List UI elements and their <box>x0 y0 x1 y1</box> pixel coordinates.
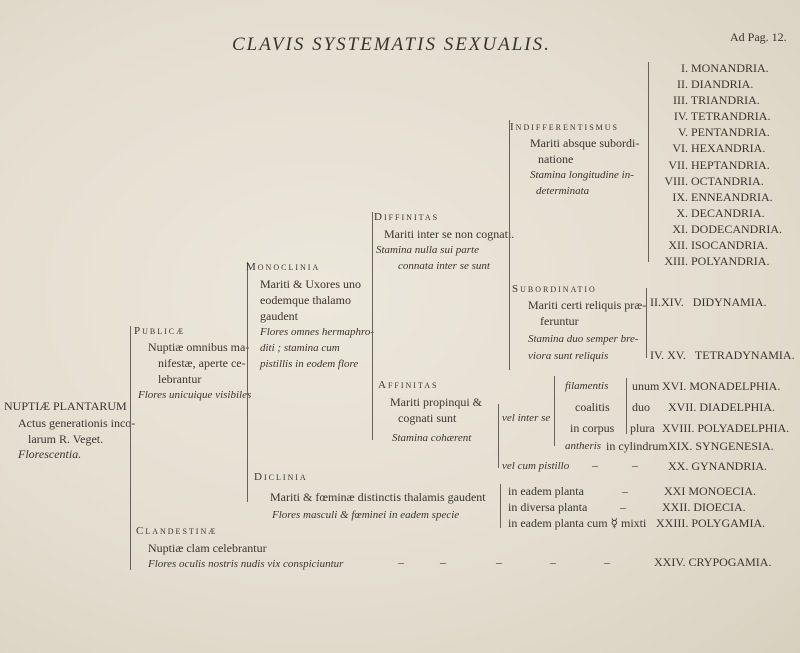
class-row: XXII. DIOECIA. <box>662 500 746 514</box>
class-row: VII. HEPTANDRIA. <box>668 157 770 172</box>
dash: – <box>398 555 404 569</box>
class-row: IV. XV. TETRADYNAMIA. <box>650 348 795 362</box>
in-cylindrum: in cylindrum <box>606 439 668 453</box>
class-row: X. DECANDRIA. <box>676 205 765 220</box>
in-corpus: in corpus <box>570 421 615 435</box>
monoclinia-line: Flores omnes hermaphro- <box>260 326 375 338</box>
diffinitas-line: Stamina nulla sui parte <box>376 244 479 256</box>
dash: – <box>604 555 610 569</box>
page-title: CLAVIS SYSTEMATIS SEXUALIS. <box>232 34 551 55</box>
filament-brace <box>554 376 555 446</box>
class-row: XXIII. POLYGAMIA. <box>656 516 766 530</box>
publicae-line: Nuptiæ omnibus ma- <box>148 340 250 354</box>
class-row: III. TRIANDRIA. <box>673 93 760 108</box>
clandestinae-heading: Clandestinæ <box>136 525 218 537</box>
class-row: IV. TETRANDRIA. <box>673 109 771 124</box>
indifferentismus-heading: Indifferentismus <box>510 121 620 133</box>
diclinia-heading: Diclinia <box>254 471 308 483</box>
class-row: VI. HEXANDRIA. <box>672 141 766 156</box>
affinitas-brace <box>498 404 499 468</box>
diffinitas-brace <box>509 120 510 370</box>
vel-inter-se: vel inter se <box>502 412 551 424</box>
root-brace <box>130 326 131 570</box>
subordinatio-line: feruntur <box>540 314 579 328</box>
monoclinia-line: gaudent <box>260 309 298 323</box>
class-row: XIX. SYNGENESIA. <box>668 439 774 453</box>
dash: – <box>632 458 638 472</box>
root-line: Florescentia. <box>18 447 82 461</box>
dash: – <box>592 458 598 472</box>
subord-brace <box>646 288 647 358</box>
monoclinia-line: Mariti & Uxores uno <box>260 277 361 291</box>
publicae-line: Flores unicuique visibiles <box>138 389 252 401</box>
monoclinia-brace <box>372 212 373 440</box>
class-row: XI. DODECANDRIA. <box>672 221 782 236</box>
clandestinae-line: Flores oculis nostris nudis vix conspiciuntur <box>148 558 344 570</box>
class-row: XVIII. POLYADELPHIA. <box>662 421 790 435</box>
antheris: antheris <box>565 440 602 452</box>
class-row: I. MONANDRIA. <box>681 61 769 75</box>
duo: duo <box>632 400 650 414</box>
class-row: XX. GYNANDRIA. <box>668 459 768 473</box>
diffinitas-line: Mariti inter se non cognati. <box>384 227 515 241</box>
class-row: II.XIV. DIDYNAMIA. <box>650 295 767 309</box>
affinitas-line: cognati sunt <box>398 411 457 425</box>
class-row: XVI. MONADELPHIA. <box>662 379 781 393</box>
coalitis: coalitis <box>575 400 610 414</box>
class-row: XII. ISOCANDRIA. <box>668 238 769 253</box>
diffinitas-line: connata inter se sunt <box>398 260 490 272</box>
classes-list <box>656 60 786 269</box>
affinitas-line: Stamina cohærent <box>392 432 472 444</box>
filamentis: filamentis <box>565 380 609 392</box>
class-row: VIII. OCTANDRIA. <box>664 173 764 188</box>
dash: – <box>620 500 626 514</box>
number-brace <box>626 378 627 434</box>
subordinatio-line: viora sunt reliquis <box>528 350 609 362</box>
publicae-line: nifestæ, aperte ce- <box>158 356 246 370</box>
publicae-line: lebrantur <box>158 372 202 386</box>
monoclinia-line: eodemque thalamo <box>260 293 351 307</box>
diclinia-detail-brace <box>500 484 501 528</box>
class-row: XVII. DIADELPHIA. <box>668 400 775 414</box>
indifferentismus-line: Mariti absque subordi- <box>530 136 640 150</box>
clandestinae-line: Nuptiæ clam celebrantur <box>148 541 267 555</box>
monoclinia-line: pistillis in eodem flore <box>260 358 359 370</box>
affinitas-line: Mariti propinqui & <box>390 395 482 409</box>
root-heading: NUPTIÆ PLANTARUM <box>4 399 127 413</box>
class-row: V. PENTANDRIA. <box>677 125 770 140</box>
diclinia-detail-line: in eadem planta <box>508 484 584 498</box>
diclinia-detail-line: in diversa planta <box>508 500 588 514</box>
indiff-classes-brace <box>648 62 649 262</box>
vel-cum-pistillo: vel cum pistillo <box>502 460 570 472</box>
subordinatio-heading: Subordinatio <box>512 283 597 295</box>
dash: – <box>622 484 628 498</box>
class-row: XXIV. CRYPOGAMIA. <box>654 555 772 569</box>
root-line: Actus generationis inco- <box>18 416 136 430</box>
affinitas-heading: Affinitas <box>378 379 439 391</box>
subordinatio-line: Mariti certi reliquis præ- <box>528 298 647 312</box>
diffinitas-heading: Diffinitas <box>374 211 440 223</box>
diclinia-line: Flores masculi & fœminei in eadem specie <box>272 509 460 521</box>
indifferentismus-line: Stamina longitudine in- <box>530 169 634 181</box>
class-row: XXI MONOECIA. <box>664 484 756 498</box>
monoclinia-heading: Monoclinia <box>246 261 321 273</box>
subordinatio-line: Stamina duo semper bre- <box>528 333 639 345</box>
monoclinia-line: diti ; stamina cum <box>260 342 340 354</box>
dash: – <box>496 555 502 569</box>
diclinia-detail-line: in eadem planta cum ☿ mixti <box>508 516 647 530</box>
class-row: II. DIANDRIA. <box>677 77 754 92</box>
class-row: XIII. POLYANDRIA. <box>664 254 770 269</box>
diclinia-line: Mariti & fœminæ distinctis thalamis gaudent <box>270 490 486 504</box>
indifferentismus-line: determinata <box>536 185 590 197</box>
publicae-heading: Publicæ <box>134 325 186 337</box>
root-line: larum R. Veget. <box>28 432 104 446</box>
publicae-brace <box>247 262 248 502</box>
indifferentismus-line: natione <box>538 152 574 166</box>
plura: plura <box>630 421 655 435</box>
page-reference: Ad Pag. 12. <box>730 30 787 44</box>
unum: unum <box>632 379 660 393</box>
dash: – <box>440 555 446 569</box>
dash: – <box>550 555 556 569</box>
class-row: IX. ENNEANDRIA. <box>672 189 773 204</box>
